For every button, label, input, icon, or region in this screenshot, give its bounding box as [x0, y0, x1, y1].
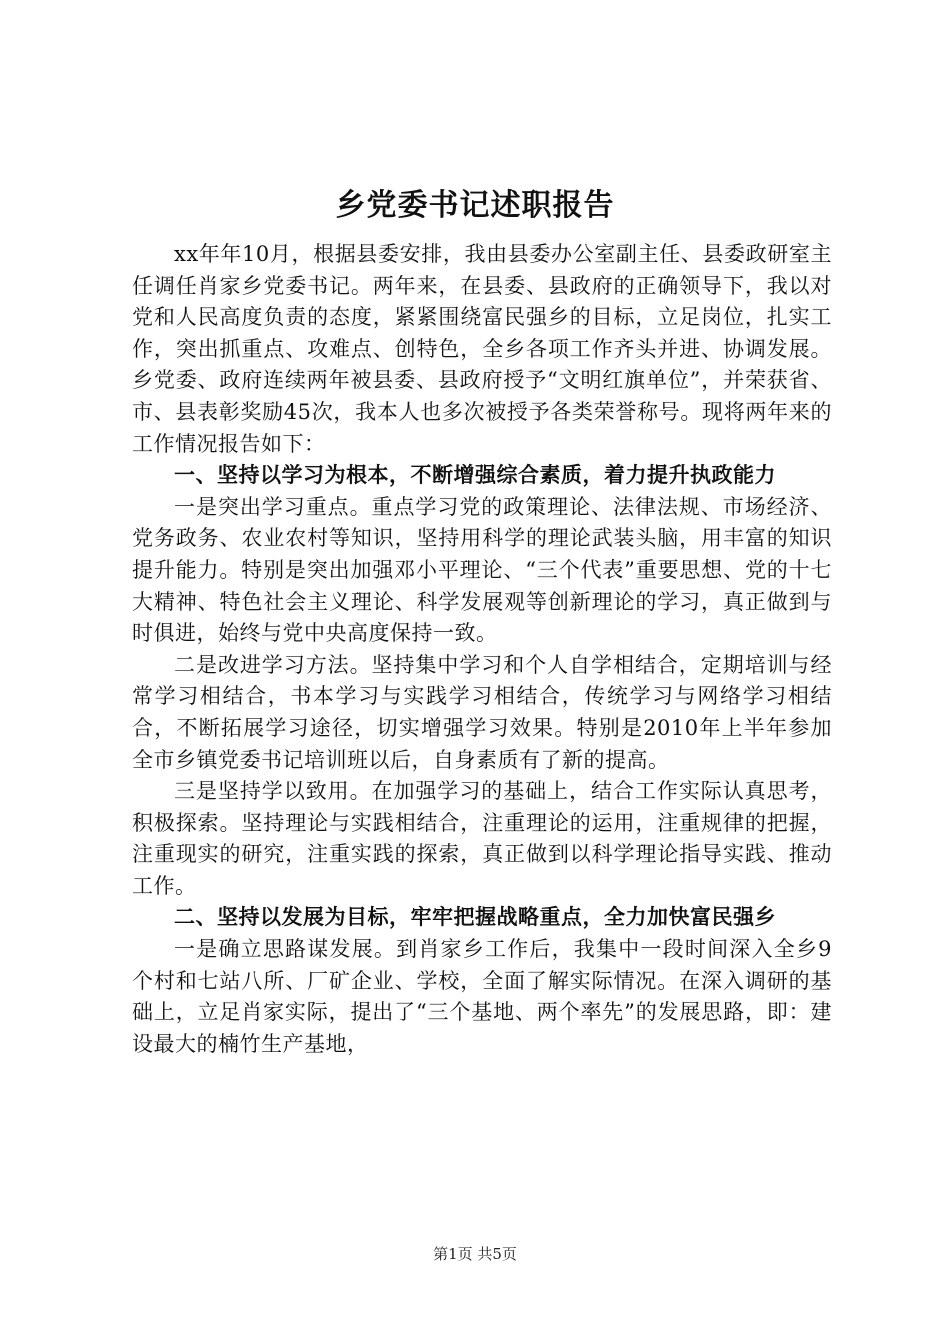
section-1-paragraph-2: 二是改进学习方法。坚持集中学习和个人自学相结合，定期培训与经常学习相结合，书本学习与实践学习相结合，传统学习与网络学习相结合，不断拓展学习途径，切实增强学习效果。特别是2010年上半年参加全市乡镇党委书记培训班以后，自身素质有了新的提高。 [132, 652, 832, 772]
document-body [132, 239, 832, 1060]
page-footer: 第1页 共5页 [433, 1245, 517, 1263]
section-1-paragraph-1: 一是突出学习重点。重点学习党的政策理论、法律法规、市场经济、党务政务、农业农村等知识，坚持用科学的理论武装头脑，用丰富的知识提升能力。特别是突出加强邓小平理论、“三个代表”重要思想、党的十七大精神、特色社会主义理论、科学发展观等创新理论的学习，真正做到与时俱进，始终与党中央高度保持一致。 [132, 494, 832, 646]
section-heading-1: 一、坚持以学习为根本，不断增强综合素质，着力提升执政能力 [174, 463, 776, 488]
section-heading-2: 二、坚持以发展为目标，牢牢把握战略重点，全力加快富民强乡 [174, 905, 776, 930]
document-title: 乡党委书记述职报告 [335, 188, 615, 223]
intro-paragraph: xx年年10月，根据县委安排，我由县委办公室副主任、县委政研室主任调任肖家乡党委书记。两年来，在县委、县政府的正确领导下，我以对党和人民高度负责的态度，紧紧围绕富民强乡的目标，立足岗位，扎实工作，突出抓重点、攻难点、创特色，全乡各项工作齐头并进、协调发展。乡党委、政府连续两年被县委、县政府授予“文明红旗单位”，并荣获省、市、县表彰奖励45次，我本人也多次被授予各类荣誉称号。现将两年来的工作情况报告如下： [132, 242, 832, 456]
section-1-paragraph-3: 三是坚持学以致用。在加强学习的基础上，结合工作实际认真思考，积极探索。坚持理论与实践相结合，注重理论的运用，注重规律的把握，注重现实的研究，注重实践的探索，真正做到以科学理论指导实践、推动工作。 [132, 779, 832, 898]
section-2-paragraph-1: 一是确立思路谋发展。到肖家乡工作后，我集中一段时间深入全乡9个村和七站八所、厂矿企业、学校，全面了解实际情况。在深入调研的基础上，立足肖家实际，提出了“三个基地、两个率先”的发展思路，即：建设最大的楠竹生产基地， [132, 937, 832, 1056]
